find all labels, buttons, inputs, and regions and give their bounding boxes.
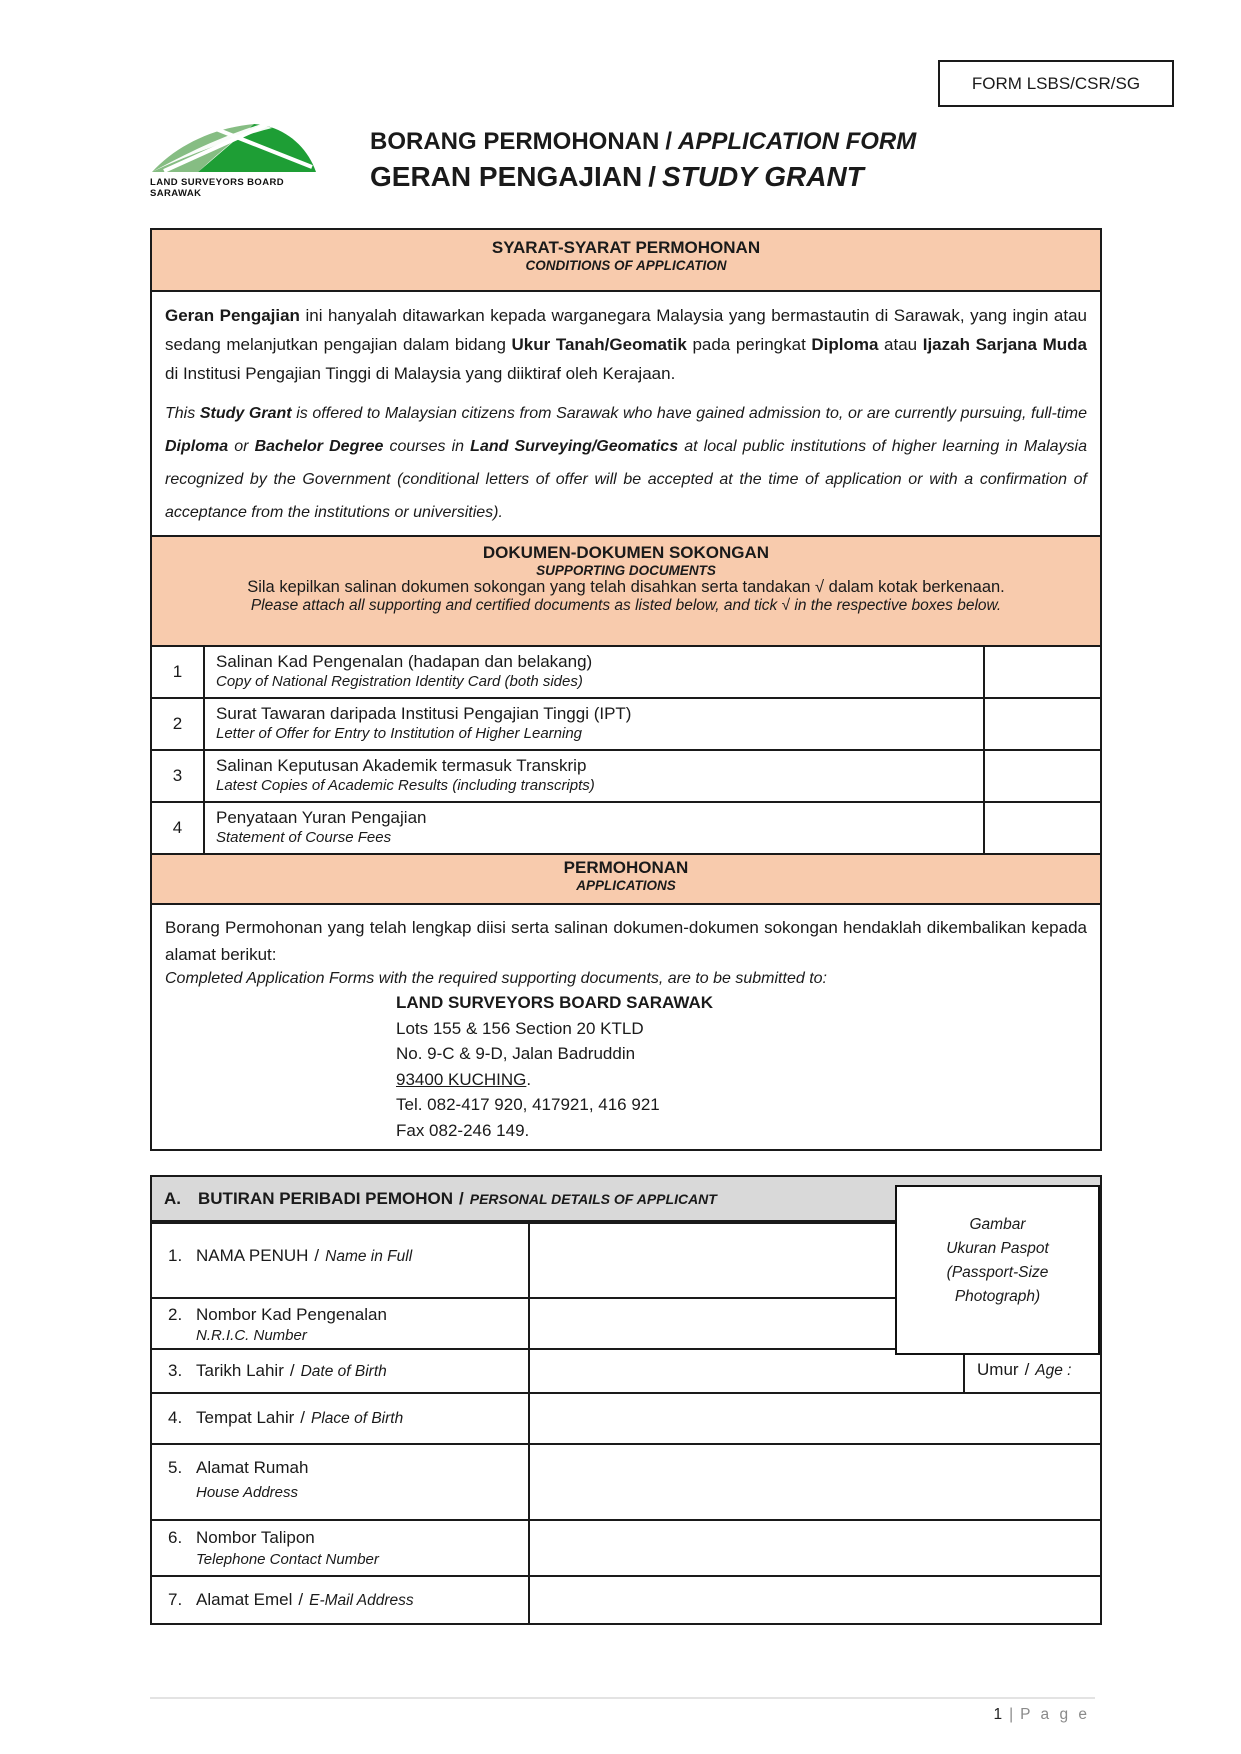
input-phone[interactable] xyxy=(528,1521,1100,1575)
age-sep: / xyxy=(1024,1360,1030,1379)
cond-en-seg1: Study Grant xyxy=(199,404,292,422)
documents-heading-en: SUPPORTING DOCUMENTS xyxy=(536,563,716,578)
cond-ms-seg3: pada peringkat xyxy=(686,334,812,354)
input-house-address[interactable] xyxy=(528,1445,1100,1519)
row7-label-ms: Alamat Emel xyxy=(196,1590,293,1609)
document-row-3 xyxy=(152,749,1100,801)
personal-row-address xyxy=(152,1443,1100,1519)
label-dob xyxy=(152,1350,528,1392)
title-sep2: / xyxy=(648,161,657,192)
document-row-2-checkbox[interactable] xyxy=(985,699,1100,749)
document-row-4-number: 4 xyxy=(152,803,205,853)
photo-box-line3: (Passport-Size xyxy=(946,1264,1049,1282)
row2-label-en: N.R.I.C. Number xyxy=(196,1327,307,1344)
row5-label-en: House Address xyxy=(196,1484,298,1501)
address-city-line xyxy=(396,1067,1087,1093)
documents-note-en: Please attach all supporting and certified documents as listed below, and tick √ in the respective boxes below. xyxy=(250,597,1002,614)
document-row-2-number: 2 xyxy=(152,699,205,749)
row4-label-ms: Tempat Lahir xyxy=(196,1408,295,1427)
cond-en-seg6: courses in xyxy=(383,437,471,455)
address-city-suffix: . xyxy=(526,1069,532,1089)
row4-number: 4. xyxy=(168,1408,183,1427)
section-a-sep: / xyxy=(459,1188,464,1208)
age-label-ms: Umur xyxy=(977,1360,1019,1379)
page-number-value: 1 xyxy=(993,1706,1003,1723)
document-row-2-en: Letter of Offer for Entry to Institution of Higher Learning xyxy=(216,725,583,743)
row1-label-ms: NAMA PENUH xyxy=(196,1246,309,1265)
label-pob xyxy=(152,1394,528,1443)
personal-row-email xyxy=(152,1575,1100,1623)
form-title xyxy=(370,130,916,191)
age-label-en: Age : xyxy=(1035,1362,1072,1379)
address-fax: Fax 082-246 149. xyxy=(396,1120,530,1140)
submission-address xyxy=(396,990,1087,1143)
row3-label-en: Date of Birth xyxy=(300,1363,387,1380)
form-title-line2 xyxy=(370,163,916,191)
page-number-separator: | xyxy=(1009,1706,1014,1723)
cond-en-seg7: Land Surveying/Geomatics xyxy=(470,437,679,455)
footer-divider xyxy=(150,1697,1095,1699)
title-line1-ms: BORANG PERMOHONAN xyxy=(370,128,660,155)
document-row-1 xyxy=(152,645,1100,697)
applications-header xyxy=(152,853,1100,903)
applications-body xyxy=(152,903,1100,1149)
label-phone xyxy=(152,1521,528,1575)
document-row-2 xyxy=(152,697,1100,749)
section-a-letter: A. xyxy=(164,1188,181,1208)
row1-sep: / xyxy=(314,1246,320,1265)
document-row-4-ms: Penyataan Yuran Pengajian xyxy=(216,808,427,827)
photo-box-line1: Gambar xyxy=(969,1216,1026,1233)
conditions-header xyxy=(152,230,1100,290)
cond-en-seg8: at local public institutions of higher learning in Malaysia recognized by the Government (conditional letters of offer will be accepted at the time of application or with a confirmation of acceptance from the institutions or universities). xyxy=(165,437,1087,522)
cond-ms-seg5: atau xyxy=(878,334,923,354)
form-title-line1 xyxy=(370,130,916,154)
age-cell[interactable] xyxy=(963,1350,1100,1392)
row7-sep: / xyxy=(298,1590,304,1609)
cond-en-seg5: Bachelor Degree xyxy=(254,437,384,455)
cond-en-seg0: This xyxy=(165,404,200,422)
document-row-1-number: 1 xyxy=(152,647,205,697)
page-number xyxy=(994,1706,1091,1724)
document-row-3-ms: Salinan Keputusan Akademik termasuk Transkrip xyxy=(216,756,587,775)
cond-en-seg2: is offered to Malaysian citizens from Sarawak who have gained admission to, or are currently pursuing, full-time xyxy=(291,404,1088,422)
cond-ms-seg0: Geran Pengajian xyxy=(165,306,300,325)
cond-ms-seg4: Diploma xyxy=(811,334,879,354)
section-a-heading-en: PERSONAL DETAILS OF APPLICANT xyxy=(469,1190,717,1207)
conditions-paragraph-ms xyxy=(165,302,1087,389)
document-row-1-checkbox[interactable] xyxy=(985,647,1100,697)
input-dob[interactable] xyxy=(528,1350,963,1392)
address-line1: Lots 155 & 156 Section 20 KTLD xyxy=(396,1018,644,1038)
section-a-heading-ms: BUTIRAN PERIBADI PEMOHON xyxy=(198,1188,454,1208)
row2-number: 2. xyxy=(168,1305,183,1324)
applications-heading-ms: PERMOHONAN xyxy=(563,858,689,877)
document-row-1-en: Copy of National Registration Identity Card (both sides) xyxy=(216,673,583,691)
label-nric xyxy=(152,1299,528,1348)
row6-label-ms: Nombor Talipon xyxy=(196,1528,315,1547)
cond-ms-seg6: Ijazah Sarjana Muda xyxy=(922,334,1087,354)
address-org: LAND SURVEYORS BOARD SARAWAK xyxy=(396,993,714,1013)
label-name-in-full xyxy=(152,1224,528,1297)
documents-header xyxy=(152,535,1100,645)
title-line1-en: APPLICATION FORM xyxy=(678,128,917,155)
conditions-heading-ms: SYARAT-SYARAT PERMOHONAN xyxy=(491,238,761,257)
conditions-paragraph-en xyxy=(165,397,1087,530)
address-tel: Tel. 082-417 920, 417921, 416 921 xyxy=(396,1095,660,1115)
row4-label-en: Place of Birth xyxy=(311,1410,404,1427)
title-line2-ms: GERAN PENGAJIAN xyxy=(370,161,643,192)
photo-box-line4: Photograph) xyxy=(954,1288,1041,1306)
label-house-address xyxy=(152,1445,528,1519)
input-pob[interactable] xyxy=(528,1394,1100,1443)
document-row-1-ms: Salinan Kad Pengenalan (hadapan dan belakang) xyxy=(216,652,593,671)
row7-number: 7. xyxy=(168,1590,183,1609)
lsbs-logo-graphic xyxy=(150,120,320,175)
row3-number: 3. xyxy=(168,1361,183,1380)
cond-ms-seg7: di Institusi Pengajian Tinggi di Malaysia yang diiktiraf oleh Kerajaan. xyxy=(165,363,676,383)
document-row-4-en: Statement of Course Fees xyxy=(216,829,392,847)
document-row-2-ms: Surat Tawaran daripada Institusi Pengajian Tinggi (IPT) xyxy=(216,704,632,723)
conditions-body xyxy=(152,290,1100,535)
row2-label-ms: Nombor Kad Pengenalan xyxy=(196,1305,387,1324)
row1-label-en: Name in Full xyxy=(325,1248,413,1265)
cond-ms-seg1: ini hanyalah ditawarkan kepada warganegara Malaysia yang bermastautin di Sarawak, yang ingin atau sedang melanjutkan pengajian dalam bidang xyxy=(165,306,1087,354)
row6-label-en: Telephone Contact Number xyxy=(196,1551,379,1568)
title-sep1: / xyxy=(665,128,673,155)
row4-sep: / xyxy=(300,1408,306,1427)
form-reference-label: FORM LSBS/CSR/SG xyxy=(971,73,1141,93)
cond-en-seg3: Diploma xyxy=(165,437,229,455)
input-email[interactable] xyxy=(528,1577,1100,1623)
documents-note-ms: Sila kepilkan salinan dokumen sokongan yang telah disahkan serta tandakan √ dalam kotak berkenaan. xyxy=(247,578,1005,596)
row3-label-ms: Tarikh Lahir xyxy=(196,1361,284,1380)
lsbs-logo-caption: LAND SURVEYORS BOARD SARAWAK xyxy=(150,177,284,199)
section-a-personal-details xyxy=(150,1175,1102,1625)
documents-heading-ms: DOKUMEN-DOKUMEN SOKONGAN xyxy=(482,543,770,562)
document-row-4-desc xyxy=(205,803,985,853)
photo-box-line2: Ukuran Paspot xyxy=(946,1240,1049,1258)
row7-label-en: E-Mail Address xyxy=(309,1592,414,1609)
document-row-3-checkbox[interactable] xyxy=(985,751,1100,801)
row5-label-ms: Alamat Rumah xyxy=(196,1458,309,1477)
cond-en-seg4: or xyxy=(228,437,255,455)
passport-photo-box[interactable] xyxy=(895,1185,1100,1355)
page-number-label: P a g e xyxy=(1020,1706,1090,1723)
lsbs-logo xyxy=(150,120,325,199)
title-line2-en: STUDY GRANT xyxy=(662,161,864,192)
document-row-3-en: Latest Copies of Academic Results (including transcripts) xyxy=(216,777,595,795)
document-row-3-desc xyxy=(205,751,985,801)
personal-row-pob xyxy=(152,1392,1100,1443)
conditions-heading-en: CONDITIONS OF APPLICATION xyxy=(525,258,727,273)
upper-tables xyxy=(150,228,1102,1151)
row1-number: 1. xyxy=(168,1246,183,1265)
row5-number: 5. xyxy=(168,1458,183,1477)
document-row-3-number: 3 xyxy=(152,751,205,801)
label-email xyxy=(152,1577,528,1623)
document-row-4 xyxy=(152,801,1100,853)
document-row-4-checkbox[interactable] xyxy=(985,803,1100,853)
address-city: 93400 KUCHING xyxy=(396,1069,527,1089)
applications-note-en: Completed Application Forms with the required supporting documents, are to be submitted to: xyxy=(165,970,827,988)
row6-number: 6. xyxy=(168,1528,183,1547)
document-row-2-desc xyxy=(205,699,985,749)
address-line2: No. 9-C & 9-D, Jalan Badruddin xyxy=(396,1044,636,1064)
applications-heading-en: APPLICATIONS xyxy=(576,878,676,893)
document-row-1-desc xyxy=(205,647,985,697)
personal-row-phone xyxy=(152,1519,1100,1575)
cond-ms-seg2: Ukur Tanah/Geomatik xyxy=(511,334,687,354)
row3-sep: / xyxy=(289,1361,295,1380)
form-reference-box xyxy=(938,60,1174,107)
applications-note-ms: Borang Permohonan yang telah lengkap diisi serta salinan dokumen-dokumen sokongan hendaklah dikembalikan kepada alamat berikut: xyxy=(165,918,1087,965)
